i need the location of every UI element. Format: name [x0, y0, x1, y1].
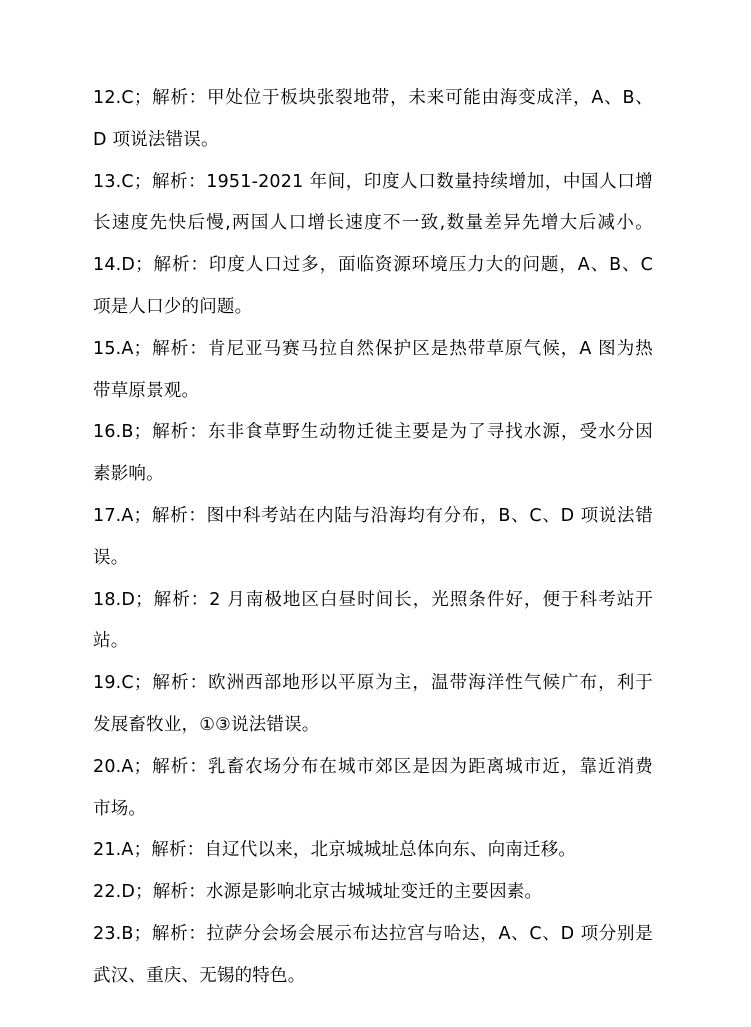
- answer-item-18: [93, 580, 653, 664]
- answer-line: 18.D；解析：2 月南极地区白昼时间长，光照条件好，便于科考站开: [93, 589, 653, 610]
- answer-line: 17.A；解析：图中科考站在内陆与沿海均有分布，B、C、D 项说法错: [93, 505, 653, 526]
- answer-line: 15.A；解析：肯尼亚马赛马拉自然保护区是热带草原气候，A 图为热: [93, 338, 653, 359]
- answer-line: 市场。: [93, 798, 147, 819]
- answer-line: 21.A；解析：自辽代以来，北京城城址总体向东、向南迁移。: [93, 840, 577, 861]
- answer-line: D 项说法错误。: [93, 129, 219, 150]
- answer-line: 素影响。: [93, 464, 164, 485]
- answer-line: 16.B；解析：东非食草野生动物迁徙主要是为了寻找水源，受水分因: [93, 422, 653, 443]
- answer-line: 12.C；解析：甲处位于板块张裂地带，未来可能由海变成洋，A、B、: [93, 88, 653, 108]
- answer-item-19: [93, 663, 653, 747]
- answer-item-23: [93, 914, 653, 998]
- answer-item-14: [93, 245, 653, 329]
- answer-line: 站。: [93, 631, 129, 652]
- answer-item-12: [93, 78, 653, 162]
- answer-line: 23.B；解析：拉萨分会场会展示布达拉宫与哈达，A、C、D 项分别是: [93, 923, 653, 944]
- answer-line: 20.A；解析：乳畜农场分布在城市郊区是因为距离城市近，靠近消费: [93, 756, 653, 777]
- answer-document: [93, 78, 653, 998]
- answer-item-13: [93, 162, 653, 246]
- answer-item-22: [93, 872, 653, 914]
- answer-line: 19.C；解析：欧洲西部地形以平原为主，温带海洋性气候广布，利于: [93, 673, 653, 694]
- answer-item-21: [93, 830, 653, 872]
- answer-line: 13.C；解析：1951-2021 年间，印度人口数量持续增加，中国人口增: [93, 171, 653, 192]
- answer-item-15: [93, 329, 653, 413]
- answer-line: 发展畜牧业，①③说法错误。: [93, 714, 320, 735]
- answer-line: 14.D；解析：印度人口过多，面临资源环境压力大的问题，A、B、C: [93, 255, 653, 276]
- answer-item-20: [93, 747, 653, 831]
- answer-line: 武汉、重庆、无锡的特色。: [93, 965, 306, 986]
- answer-item-17: [93, 496, 653, 580]
- answer-line: 长速度先快后慢,两国人口增长速度不一致,数量差异先增大后减小。: [93, 213, 653, 234]
- answer-item-16: [93, 412, 653, 496]
- answer-line: 22.D；解析：水源是影响北京古城城址变迁的主要因素。: [93, 882, 543, 903]
- answer-line: 带草原景观。: [93, 380, 200, 401]
- answer-line: 项是人口少的问题。: [93, 296, 253, 317]
- answer-line: 误。: [93, 547, 129, 568]
